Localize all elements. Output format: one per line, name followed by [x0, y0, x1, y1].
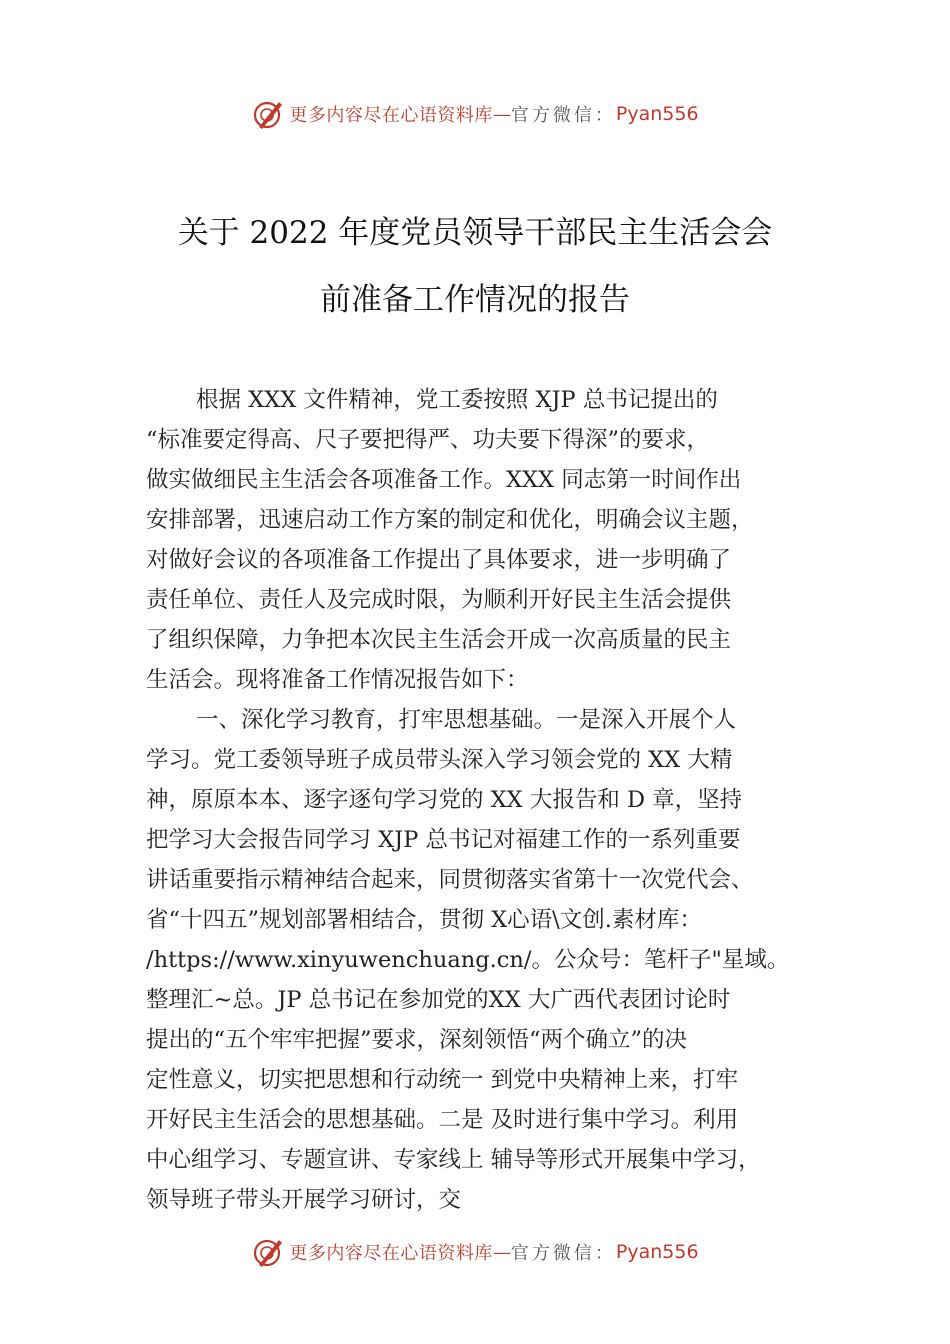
body-line: 对做好会议的各项准备工作提出了具体要求，进一步明确了 — [146, 547, 732, 573]
body-line: 领导班子带头开展学习研讨，交 — [146, 1187, 462, 1213]
body-line: 责任单位、责任人及完成时限，为顺利开好民主生活会提供 — [146, 587, 732, 613]
body-line: 一、深化学习教育，打牢思想基础。一是深入开展个人 — [196, 707, 737, 733]
body-line: /https://www.xinyuwenchuang.cn/。公众号：笔杆子"星域。 — [146, 947, 790, 973]
header-banner — [0, 94, 950, 134]
body-line: “标准要定得高、尺子要把得严、功夫要下得深”的要求， — [146, 427, 710, 453]
body-line: 中心组学习、专题宣讲、专家线上 辅导等形式开展集中学习， — [146, 1147, 761, 1173]
body-line: 整理汇~总。JP 总书记在参加党的XX 大广西代表团讨论时 — [146, 987, 731, 1013]
body-line: 开好民主生活会的思想基础。二是 及时进行集中学习。利用 — [146, 1107, 739, 1133]
pen-logo-icon — [251, 1235, 285, 1269]
body-line: 把学习大会报告同学习 XJP 总书记对福建工作的一系列重要 — [146, 827, 741, 853]
banner-wechat-label: 官方微信： — [510, 1243, 616, 1264]
banner-separator: — — [492, 1241, 511, 1263]
body-line: 省“十四五”规划部署相结合，贯彻 X心语\文创.素材库： — [146, 907, 702, 933]
pen-logo-icon — [251, 97, 285, 131]
banner-main-text: 更多内容尽在心语资料库 — [289, 105, 493, 126]
banner-wechat-label: 官方微信： — [510, 105, 616, 126]
body-line: 定性意义，切实把思想和行动统一 到党中央精神上来，打牢 — [146, 1067, 739, 1093]
body-line: 了组织保障，力争把本次民主生活会开成一次高质量的民主 — [146, 627, 732, 653]
body-line: 生活会。现将准备工作情况报告如下： — [146, 667, 529, 693]
footer-banner — [0, 1232, 950, 1272]
banner-main-text: 更多内容尽在心语资料库 — [289, 1243, 493, 1264]
banner-wechat-id: Pyan556 — [615, 1241, 699, 1263]
body-line: 做实做细民主生活会各项准备工作。XXX 同志第一时间作出 — [146, 467, 742, 493]
body-line: 提出的“五个牢牢把握”要求，深刻领悟“两个确立”的决 — [146, 1027, 688, 1053]
body-line: 安排部署，迅速启动工作方案的制定和优化，明确会议主题， — [146, 507, 754, 533]
document-title-line-1: 关于 2022 年度党员领导干部民主生活会会 — [177, 215, 773, 251]
body-line: 神，原原本本、逐字逐句学习党的 XX 大报告和 D 章，坚持 — [146, 787, 743, 813]
body-line: 讲话重要指示精神结合起来，同贯彻落实省第十一次党代会、 — [146, 867, 754, 893]
body-line: 学习。党工委领导班子成员带头深入学习领会党的 XX 大精 — [146, 747, 733, 773]
document-title-line-2: 前准备工作情况的报告 — [320, 282, 630, 318]
document-body — [146, 380, 846, 1220]
banner-separator: — — [492, 103, 511, 125]
banner-wechat-id: Pyan556 — [615, 103, 699, 125]
body-line: 根据 XXX 文件精神，党工委按照 XJP 总书记提出的 — [196, 387, 718, 413]
